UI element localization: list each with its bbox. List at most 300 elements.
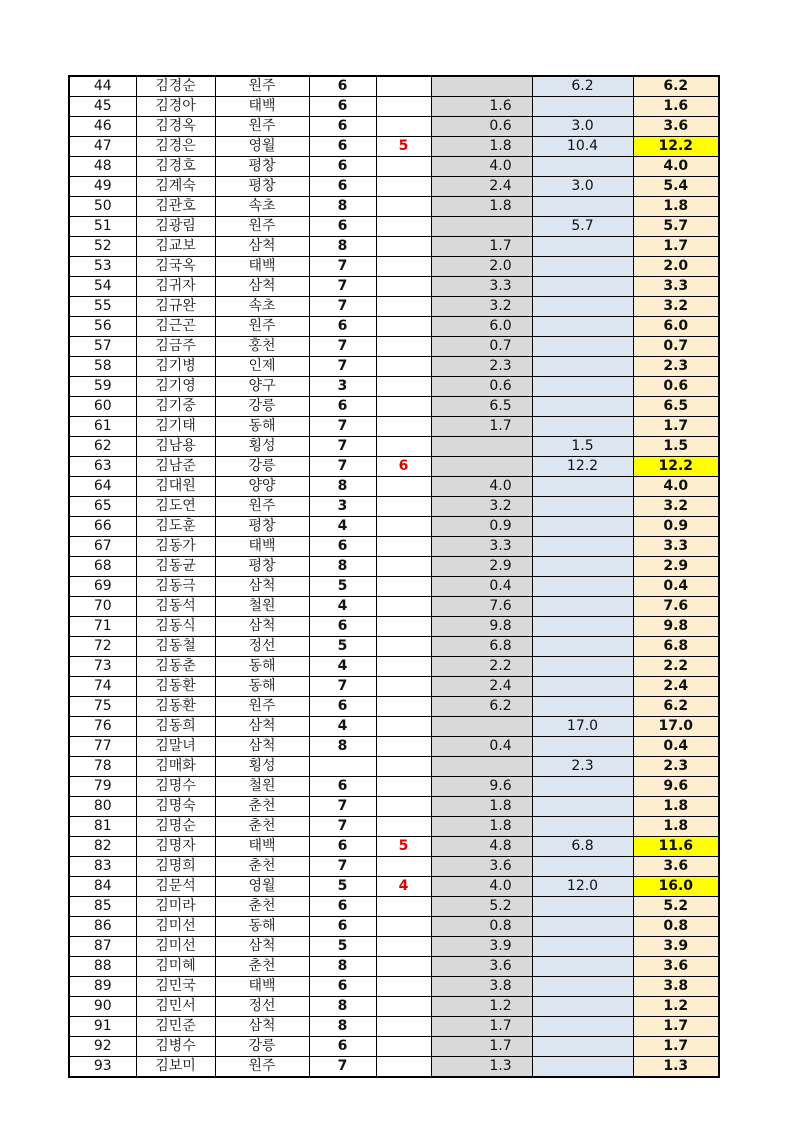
- value-a-text: 0.6: [489, 118, 512, 134]
- value-b-cell: [532, 477, 633, 497]
- value-b-cell: [532, 737, 633, 757]
- value-b-cell: [532, 197, 633, 217]
- value-b-cell: [532, 1057, 633, 1078]
- value-b-cell: [532, 557, 633, 577]
- value-b-cell: [532, 537, 633, 557]
- total-cell: 2.3: [633, 357, 719, 377]
- bonus-cell: [376, 957, 431, 977]
- region-cell: 태백: [215, 977, 309, 997]
- value-b-cell: 3.0: [532, 177, 633, 197]
- value-b-cell: [532, 617, 633, 637]
- table-row: [69, 997, 719, 1017]
- total-cell: 0.8: [633, 917, 719, 937]
- table-row: [69, 397, 719, 417]
- total-cell: 4.0: [633, 477, 719, 497]
- value-a-cell: [431, 76, 532, 97]
- bonus-cell: [376, 677, 431, 697]
- value-a-text: 1.3: [489, 1058, 512, 1074]
- bonus-cell: [376, 1017, 431, 1037]
- total-cell: 7.6: [633, 597, 719, 617]
- region-cell: 춘천: [215, 897, 309, 917]
- value-a-cell: [431, 897, 532, 917]
- value-b-cell: [532, 697, 633, 717]
- name-cell: 김문석: [136, 877, 215, 897]
- row-number: 77: [69, 737, 136, 757]
- name-cell: 김근곤: [136, 317, 215, 337]
- value-a-text: 4.0: [489, 158, 512, 174]
- total-cell: 3.9: [633, 937, 719, 957]
- region-cell: 정선: [215, 637, 309, 657]
- name-cell: 김경순: [136, 76, 215, 97]
- region-cell: 영월: [215, 877, 309, 897]
- grade-cell: 6: [309, 177, 376, 197]
- table-row: [69, 677, 719, 697]
- grade-cell: 8: [309, 997, 376, 1017]
- value-a-cell: [431, 517, 532, 537]
- row-number: 90: [69, 997, 136, 1017]
- value-b-cell: 6.8: [532, 837, 633, 857]
- row-number: 55: [69, 297, 136, 317]
- region-cell: 동해: [215, 917, 309, 937]
- bonus-cell: [376, 697, 431, 717]
- value-b-cell: [532, 237, 633, 257]
- total-cell: 4.0: [633, 157, 719, 177]
- total-cell: 1.5: [633, 437, 719, 457]
- row-number: 79: [69, 777, 136, 797]
- row-number: 50: [69, 197, 136, 217]
- bonus-cell: [376, 197, 431, 217]
- value-a-text: 0.4: [489, 738, 512, 754]
- table-row: [69, 957, 719, 977]
- name-cell: 김민준: [136, 1017, 215, 1037]
- bonus-cell: 4: [376, 877, 431, 897]
- grade-cell: 7: [309, 817, 376, 837]
- value-a-text: [463, 218, 501, 234]
- name-cell: 김대원: [136, 477, 215, 497]
- row-number: 52: [69, 237, 136, 257]
- name-cell: 김명자: [136, 837, 215, 857]
- value-a-text: 1.8: [489, 138, 512, 154]
- value-a-text: 5.2: [489, 898, 512, 914]
- table-row: [69, 417, 719, 437]
- total-cell: 2.0: [633, 257, 719, 277]
- value-b-cell: 2.3: [532, 757, 633, 777]
- grade-cell: 7: [309, 797, 376, 817]
- total-cell: 0.6: [633, 377, 719, 397]
- value-a-text: 3.8: [489, 978, 512, 994]
- grade-cell: 6: [309, 117, 376, 137]
- total-cell: 6.8: [633, 637, 719, 657]
- value-b-cell: [532, 377, 633, 397]
- bonus-cell: [376, 977, 431, 997]
- value-b-cell: [532, 637, 633, 657]
- table-row: [69, 277, 719, 297]
- region-cell: 태백: [215, 257, 309, 277]
- grade-cell: 6: [309, 397, 376, 417]
- region-cell: 동해: [215, 417, 309, 437]
- name-cell: 김동균: [136, 557, 215, 577]
- total-cell: 3.3: [633, 277, 719, 297]
- total-cell: 1.6: [633, 97, 719, 117]
- bonus-cell: [376, 997, 431, 1017]
- value-a-text: 3.2: [489, 498, 512, 514]
- value-b-cell: [532, 577, 633, 597]
- total-cell: 2.3: [633, 757, 719, 777]
- name-cell: 김동환: [136, 677, 215, 697]
- region-cell: 횡성: [215, 437, 309, 457]
- table-row: [69, 157, 719, 177]
- name-cell: 김보미: [136, 1057, 215, 1078]
- table-row: [69, 797, 719, 817]
- region-cell: 삼척: [215, 577, 309, 597]
- value-a-text: 1.7: [489, 1038, 512, 1054]
- bonus-cell: [376, 857, 431, 877]
- row-number: 53: [69, 257, 136, 277]
- bonus-cell: [376, 517, 431, 537]
- table-row: [69, 1017, 719, 1037]
- total-cell: 5.2: [633, 897, 719, 917]
- row-number: 72: [69, 637, 136, 657]
- value-a-text: 2.2: [489, 658, 512, 674]
- value-a-text: 4.8: [489, 838, 512, 854]
- total-cell: 3.6: [633, 117, 719, 137]
- table-row: [69, 717, 719, 737]
- region-cell: 강릉: [215, 457, 309, 477]
- value-a-cell: [431, 937, 532, 957]
- grade-cell: 6: [309, 157, 376, 177]
- value-a-text: 7.6: [489, 598, 512, 614]
- grade-cell: 5: [309, 577, 376, 597]
- bonus-cell: [376, 237, 431, 257]
- total-cell: 5.7: [633, 217, 719, 237]
- name-cell: 김명순: [136, 817, 215, 837]
- bonus-cell: [376, 337, 431, 357]
- value-b-cell: [532, 397, 633, 417]
- value-b-cell: [532, 277, 633, 297]
- region-cell: 강릉: [215, 397, 309, 417]
- value-a-text: 2.4: [489, 178, 512, 194]
- value-a-text: 6.2: [489, 698, 512, 714]
- region-cell: 영월: [215, 137, 309, 157]
- row-number: 70: [69, 597, 136, 617]
- row-number: 82: [69, 837, 136, 857]
- value-b-cell: [532, 1017, 633, 1037]
- grade-cell: 6: [309, 76, 376, 97]
- grade-cell: 8: [309, 1017, 376, 1037]
- grade-cell: 6: [309, 897, 376, 917]
- region-cell: 철원: [215, 777, 309, 797]
- total-cell: 3.6: [633, 857, 719, 877]
- value-b-cell: [532, 497, 633, 517]
- table-row: [69, 597, 719, 617]
- region-cell: 동해: [215, 657, 309, 677]
- name-cell: 김동식: [136, 617, 215, 637]
- value-b-cell: [532, 897, 633, 917]
- grade-cell: 6: [309, 977, 376, 997]
- grade-cell: 8: [309, 477, 376, 497]
- value-a-text: 1.7: [489, 418, 512, 434]
- value-a-cell: [431, 737, 532, 757]
- grade-cell: 6: [309, 137, 376, 157]
- table-row: [69, 177, 719, 197]
- name-cell: 김경아: [136, 97, 215, 117]
- name-cell: 김동희: [136, 717, 215, 737]
- table-row: [69, 877, 719, 897]
- name-cell: 김국옥: [136, 257, 215, 277]
- name-cell: 김민국: [136, 977, 215, 997]
- grade-cell: 7: [309, 857, 376, 877]
- bonus-cell: [376, 297, 431, 317]
- grade-cell: 4: [309, 657, 376, 677]
- bonus-cell: [376, 217, 431, 237]
- name-cell: 김미혜: [136, 957, 215, 977]
- value-a-cell: [431, 197, 532, 217]
- value-a-text: 1.7: [489, 238, 512, 254]
- name-cell: 김명희: [136, 857, 215, 877]
- grade-cell: 6: [309, 697, 376, 717]
- data-table: [68, 75, 720, 1078]
- value-a-cell: [431, 777, 532, 797]
- region-cell: 인제: [215, 357, 309, 377]
- value-a-text: 3.6: [489, 958, 512, 974]
- value-a-cell: [431, 917, 532, 937]
- table-row: [69, 497, 719, 517]
- value-a-cell: [431, 797, 532, 817]
- region-cell: 횡성: [215, 757, 309, 777]
- region-cell: 평창: [215, 177, 309, 197]
- table-row: [69, 117, 719, 137]
- grade-cell: 5: [309, 937, 376, 957]
- grade-cell: 7: [309, 257, 376, 277]
- name-cell: 김경호: [136, 157, 215, 177]
- region-cell: 태백: [215, 537, 309, 557]
- value-a-text: [463, 458, 501, 474]
- bonus-cell: [376, 397, 431, 417]
- value-a-text: 1.8: [489, 798, 512, 814]
- name-cell: 김귀자: [136, 277, 215, 297]
- grade-cell: 8: [309, 957, 376, 977]
- total-cell: 6.2: [633, 697, 719, 717]
- name-cell: 김도훈: [136, 517, 215, 537]
- value-a-text: 9.6: [489, 778, 512, 794]
- name-cell: 김광림: [136, 217, 215, 237]
- name-cell: 김미선: [136, 917, 215, 937]
- value-b-cell: [532, 997, 633, 1017]
- region-cell: 삼척: [215, 237, 309, 257]
- name-cell: 김동가: [136, 537, 215, 557]
- bonus-cell: [376, 317, 431, 337]
- grade-cell: 7: [309, 417, 376, 437]
- bonus-cell: [376, 257, 431, 277]
- value-a-cell: [431, 297, 532, 317]
- total-cell: 1.7: [633, 237, 719, 257]
- bonus-cell: [376, 177, 431, 197]
- value-b-cell: [532, 357, 633, 377]
- value-a-cell: [431, 237, 532, 257]
- value-a-cell: [431, 557, 532, 577]
- row-number: 89: [69, 977, 136, 997]
- grade-cell: 6: [309, 317, 376, 337]
- total-cell: 3.6: [633, 957, 719, 977]
- row-number: 48: [69, 157, 136, 177]
- table-row: [69, 357, 719, 377]
- value-b-cell: [532, 977, 633, 997]
- table-row: [69, 137, 719, 157]
- grade-cell: 4: [309, 717, 376, 737]
- value-a-cell: [431, 617, 532, 637]
- value-b-cell: 5.7: [532, 217, 633, 237]
- value-a-cell: [431, 397, 532, 417]
- bonus-cell: [376, 817, 431, 837]
- total-cell: 3.2: [633, 297, 719, 317]
- total-cell: 3.3: [633, 537, 719, 557]
- total-cell: 0.4: [633, 737, 719, 757]
- region-cell: 원주: [215, 217, 309, 237]
- row-number: 91: [69, 1017, 136, 1037]
- row-number: 78: [69, 757, 136, 777]
- name-cell: 김도연: [136, 497, 215, 517]
- total-cell: 2.9: [633, 557, 719, 577]
- value-a-cell: [431, 437, 532, 457]
- value-a-text: 3.2: [489, 298, 512, 314]
- table-row: [69, 1037, 719, 1057]
- grade-cell: 8: [309, 737, 376, 757]
- bonus-cell: [376, 477, 431, 497]
- value-b-cell: 17.0: [532, 717, 633, 737]
- table-row: [69, 537, 719, 557]
- value-b-cell: [532, 297, 633, 317]
- bonus-cell: [376, 377, 431, 397]
- region-cell: 태백: [215, 837, 309, 857]
- grade-cell: 4: [309, 597, 376, 617]
- value-a-text: 1.8: [489, 198, 512, 214]
- table-row: [69, 437, 719, 457]
- name-cell: 김병수: [136, 1037, 215, 1057]
- name-cell: 김민서: [136, 997, 215, 1017]
- table-row: [69, 76, 719, 97]
- value-a-cell: [431, 257, 532, 277]
- total-cell: 6.5: [633, 397, 719, 417]
- value-a-cell: [431, 757, 532, 777]
- region-cell: 평창: [215, 517, 309, 537]
- name-cell: 김남용: [136, 437, 215, 457]
- value-b-cell: [532, 937, 633, 957]
- row-number: 83: [69, 857, 136, 877]
- value-a-cell: [431, 857, 532, 877]
- bonus-cell: [376, 897, 431, 917]
- name-cell: 김미선: [136, 937, 215, 957]
- region-cell: 태백: [215, 97, 309, 117]
- grade-cell: 3: [309, 377, 376, 397]
- value-a-cell: [431, 277, 532, 297]
- row-number: 75: [69, 697, 136, 717]
- value-a-cell: [431, 217, 532, 237]
- bonus-cell: [376, 437, 431, 457]
- value-a-cell: [431, 997, 532, 1017]
- value-a-cell: [431, 637, 532, 657]
- row-number: 51: [69, 217, 136, 237]
- value-a-cell: [431, 97, 532, 117]
- region-cell: 삼척: [215, 277, 309, 297]
- value-a-cell: [431, 977, 532, 997]
- row-number: 63: [69, 457, 136, 477]
- total-cell: 1.7: [633, 1037, 719, 1057]
- row-number: 87: [69, 937, 136, 957]
- table-row: [69, 317, 719, 337]
- region-cell: 춘천: [215, 957, 309, 977]
- region-cell: 홍천: [215, 337, 309, 357]
- grade-cell: 7: [309, 1057, 376, 1078]
- value-b-cell: [532, 917, 633, 937]
- table-row: [69, 297, 719, 317]
- name-cell: 김교보: [136, 237, 215, 257]
- table-row: [69, 777, 719, 797]
- value-b-cell: [532, 797, 633, 817]
- bonus-cell: [376, 1057, 431, 1078]
- name-cell: 김기중: [136, 397, 215, 417]
- table-body: [69, 76, 719, 1077]
- name-cell: 김미라: [136, 897, 215, 917]
- row-number: 80: [69, 797, 136, 817]
- total-cell: 12.2: [633, 137, 719, 157]
- row-number: 57: [69, 337, 136, 357]
- total-cell: 12.2: [633, 457, 719, 477]
- region-cell: 삼척: [215, 717, 309, 737]
- grade-cell: 6: [309, 97, 376, 117]
- value-a-cell: [431, 677, 532, 697]
- name-cell: 김기병: [136, 357, 215, 377]
- total-cell: 6.0: [633, 317, 719, 337]
- row-number: 49: [69, 177, 136, 197]
- bonus-cell: [376, 937, 431, 957]
- grade-cell: 5: [309, 877, 376, 897]
- grade-cell: 8: [309, 197, 376, 217]
- grade-cell: 7: [309, 437, 376, 457]
- region-cell: 원주: [215, 117, 309, 137]
- value-a-cell: [431, 1017, 532, 1037]
- region-cell: 평창: [215, 557, 309, 577]
- row-number: 92: [69, 1037, 136, 1057]
- region-cell: 철원: [215, 597, 309, 617]
- grade-cell: 6: [309, 777, 376, 797]
- grade-cell: 6: [309, 917, 376, 937]
- value-a-text: 6.0: [489, 318, 512, 334]
- value-b-cell: [532, 777, 633, 797]
- row-number: 59: [69, 377, 136, 397]
- bonus-cell: 5: [376, 837, 431, 857]
- value-a-cell: [431, 817, 532, 837]
- row-number: 64: [69, 477, 136, 497]
- value-a-text: [463, 78, 501, 94]
- bonus-cell: [376, 637, 431, 657]
- row-number: 60: [69, 397, 136, 417]
- value-a-text: 0.8: [489, 918, 512, 934]
- name-cell: 김동춘: [136, 657, 215, 677]
- bonus-cell: [376, 157, 431, 177]
- total-cell: 11.6: [633, 837, 719, 857]
- bonus-cell: [376, 617, 431, 637]
- value-a-cell: [431, 177, 532, 197]
- grade-cell: 6: [309, 537, 376, 557]
- table-row: [69, 697, 719, 717]
- row-number: 74: [69, 677, 136, 697]
- total-cell: 3.8: [633, 977, 719, 997]
- value-a-text: 3.6: [489, 858, 512, 874]
- region-cell: 양양: [215, 477, 309, 497]
- bonus-cell: 5: [376, 137, 431, 157]
- value-a-cell: [431, 117, 532, 137]
- bonus-cell: [376, 797, 431, 817]
